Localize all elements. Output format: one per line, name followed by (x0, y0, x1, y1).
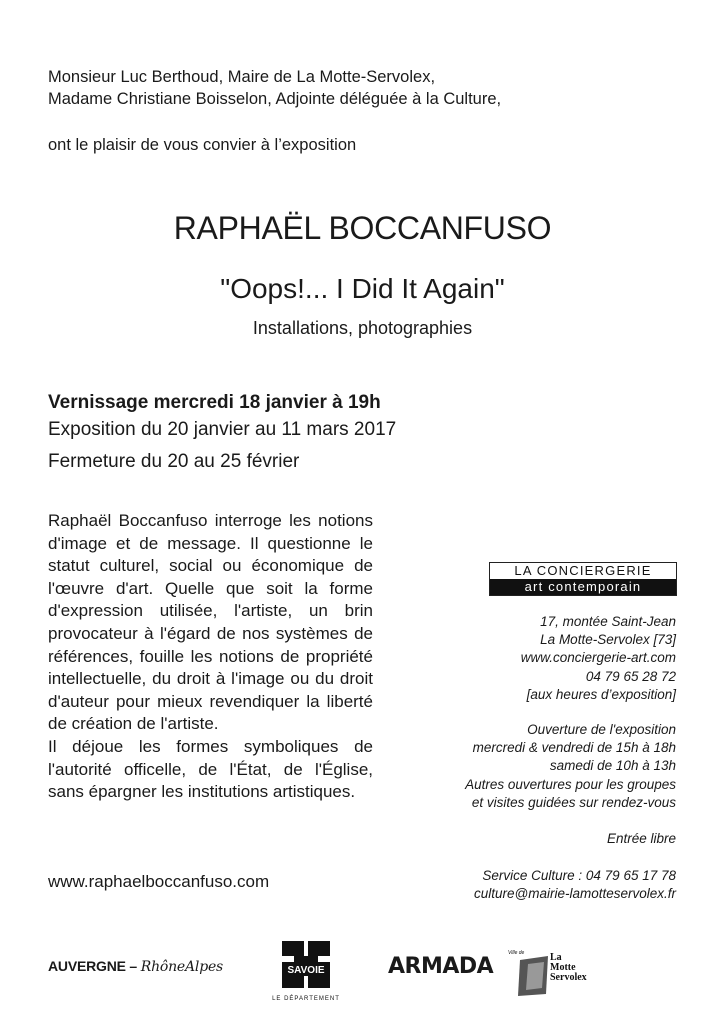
address-line-1: 17, montée Saint-Jean (540, 614, 676, 629)
savoie-label: SAVOIE (287, 965, 325, 976)
aura-prefix: AUVERGNE – (48, 958, 138, 974)
venue-website-link[interactable]: www.conciergerie-art.com (520, 650, 676, 666)
contact-email-link[interactable]: culture@mairie-lamotteservolex.fr (473, 886, 676, 902)
venue-phone-note: [aux heures d’exposition] (526, 686, 676, 702)
opening-line-2: samedi de 10h à 13h (549, 758, 676, 774)
logo-top-text: LA CONCIERGERIE (514, 563, 652, 578)
artist-website-link[interactable]: www.raphaelboccanfuso.com (48, 872, 270, 891)
vernissage-date: Vernissage mercredi 18 janvier à 19h (48, 392, 381, 413)
address-line-2: La Motte-Servolex [73] (540, 632, 676, 648)
venue-phone: 04 79 65 28 72 (585, 668, 676, 684)
mayor-intro (48, 66, 501, 110)
closure-dates: Fermeture du 20 au 25 février (48, 451, 300, 472)
service-culture-phone: Service Culture : 04 79 65 17 78 (482, 868, 676, 883)
intro-line-mayor: Monsieur Luc Berthoud, Maire de La Motte-Servolex, (48, 68, 436, 86)
artist-name: RAPHAËL BOCCANFUSO (173, 210, 552, 246)
exhibition-subtitle: Installations, photographies (252, 318, 473, 338)
description-paragraph-1: Raphaël Boccanfuso interroge les notions d'image et de message. Il questionne le statut culturel, social ou économique de l'œuvre d'art. Quelle que soit la forme d'expression utilisée, l'artiste, un brin provocateur à l'égard de nos systèmes de références, fouille les notions de propriété intellectuelle, du droit à l'image ou du droit d'auteur pour mieux revendiquer la liberté de création de l'artiste. (48, 511, 373, 734)
exhibition-title: "Oops!... I Did It Again" (220, 273, 505, 304)
motte-name-label-2: Servolex (550, 972, 587, 983)
savoie-emblem-icon (266, 936, 346, 1004)
logo-bottom-text: art contemporain (490, 579, 676, 595)
savoie-sub-label: LE DÉPARTEMENT (272, 996, 340, 1002)
free-entry: Entrée libre (606, 831, 676, 846)
exhibition-dates: Exposition du 20 janvier au 11 mars 2017 (48, 419, 397, 440)
motte-la-label: La (550, 952, 562, 963)
opening-line-4: et visites guidées sur rendez-vous (471, 794, 676, 810)
aura-suffix: RhôneAlpes (140, 959, 224, 975)
contact-block (396, 867, 676, 903)
savoie-logo (266, 936, 346, 1004)
opening-title: Ouverture de l'exposition (527, 722, 676, 737)
motte-small-label: Ville de (508, 950, 525, 956)
artist-description (48, 510, 373, 804)
partner-logos (0, 936, 725, 1016)
opening-line-3: Autres ouvertures pour les groupes (465, 776, 676, 792)
auvergne-rhone-alpes-logo (48, 958, 223, 975)
opening-hours-block (396, 721, 676, 812)
invitation-text: ont le plaisir de vous convier à l’exposition (48, 136, 357, 154)
conciergerie-logo (489, 562, 677, 596)
motte-emblem-icon (506, 942, 606, 1002)
venue-address-block (396, 613, 676, 704)
description-paragraph-2: Il déjoue les formes symboliques de l'autorité officelle, de l'État, de l'Église, sans épargner les institutions artistiques. (48, 736, 373, 802)
la-motte-servolex-logo (506, 942, 606, 1002)
motte-name-label-1: Motte (550, 962, 576, 973)
intro-line-deputy: Madame Christiane Boisselon, Adjointe déléguée à la Culture, (48, 90, 502, 108)
armada-logo: ARMADA (388, 954, 494, 979)
opening-line-1: mercredi & vendredi de 15h à 18h (472, 740, 676, 756)
